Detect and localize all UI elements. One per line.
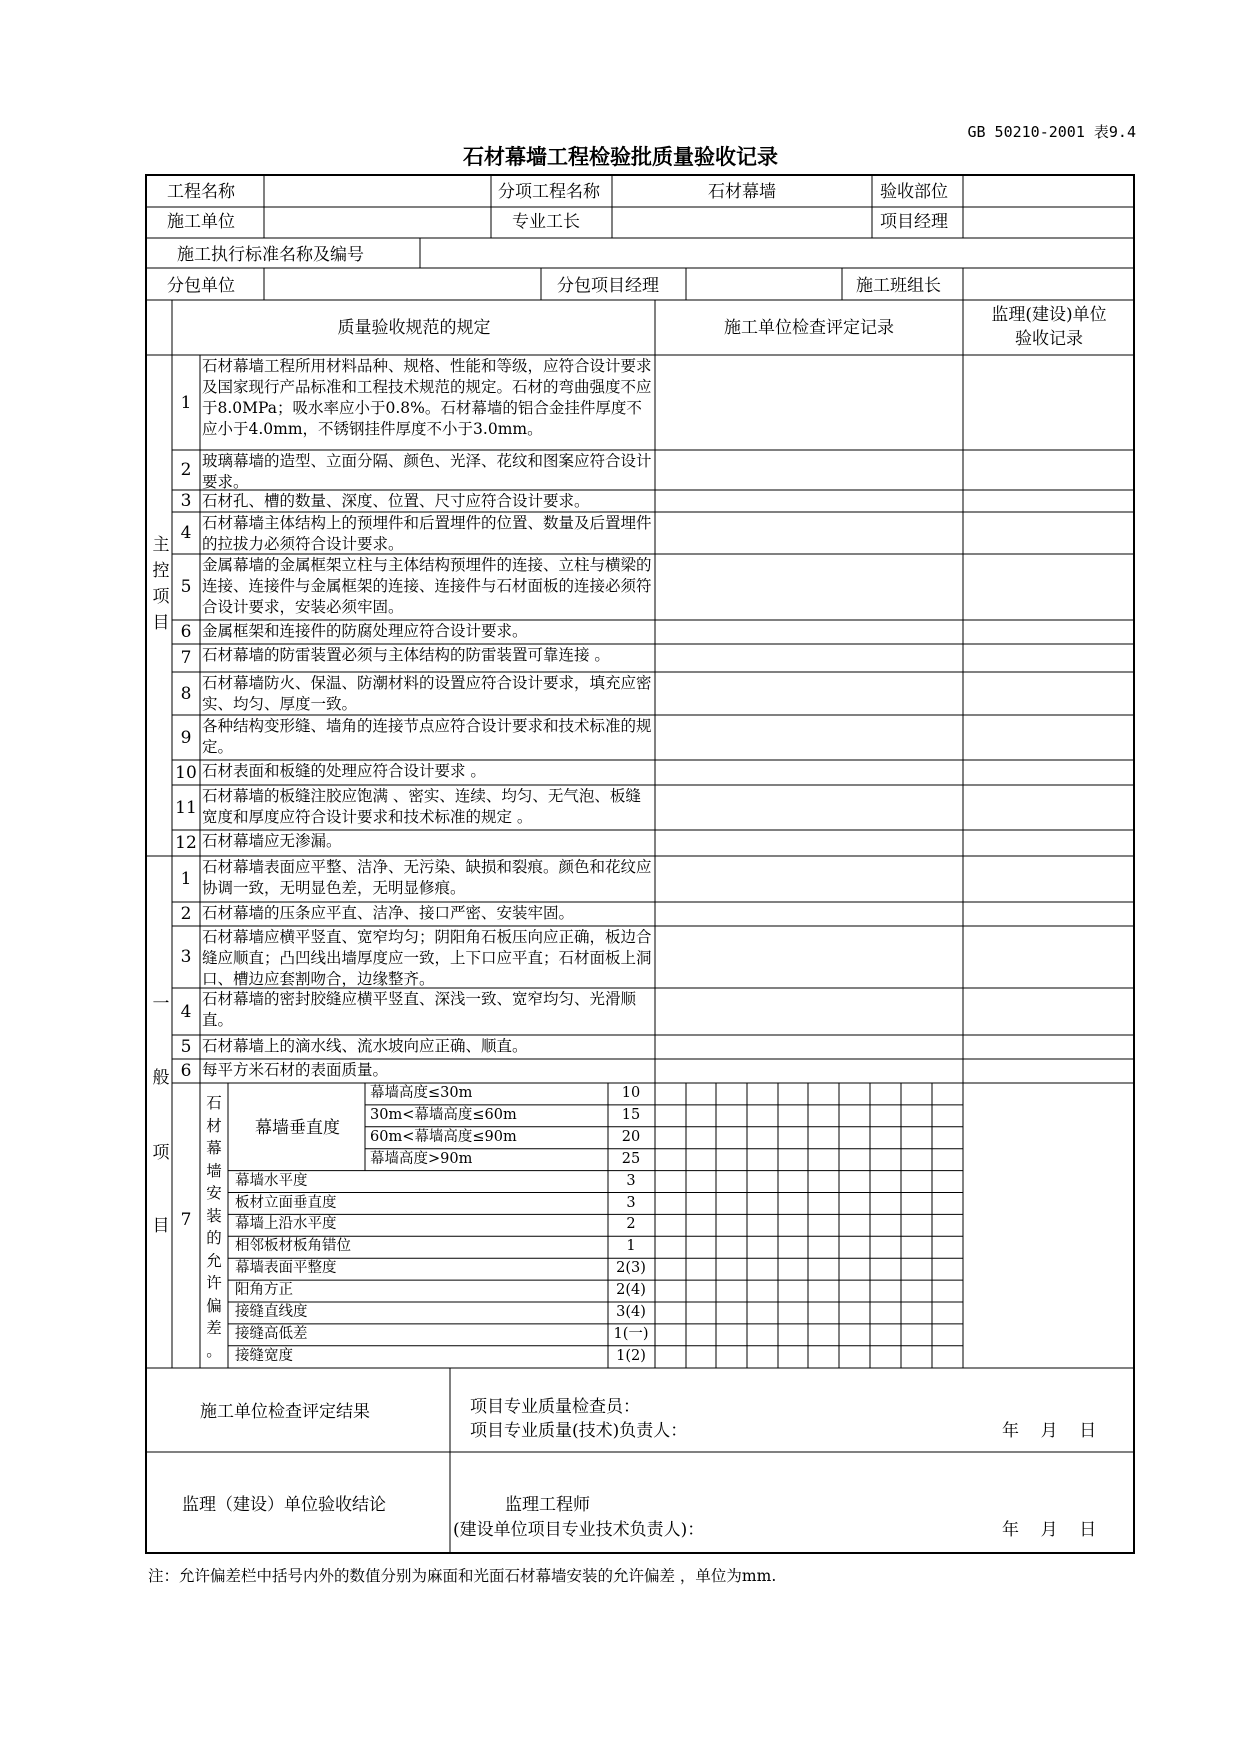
general-item-text: 石材幕墙上的滴水线、流水坡向应正确、顺直。 bbox=[202, 1037, 528, 1055]
main-item-text: 各种结构变形缝、墙角的连接节点应符合设计要求和技术标准的规定。 bbox=[202, 717, 652, 756]
main-item-text: 石材幕墙工程所用材料品种、规格、性能和等级，应符合设计要求及国家现行产品标准和工程技术规范的规定。石材的弯曲强度不应于8.0MPa；吸水率应小于0.8%。石材幕墙的铝合金挂件厚度不应小于4.0mm，不锈钢挂件厚度不小于3.0mm。 bbox=[202, 357, 652, 438]
vertical-deviation-value: 25 bbox=[621, 1150, 641, 1167]
deviation-value: 3 bbox=[626, 1194, 636, 1211]
deviation-value: 3(4) bbox=[616, 1304, 646, 1320]
general-item-no: 3 bbox=[180, 947, 192, 967]
contractor-label: 施工单位 bbox=[167, 212, 235, 232]
deviation-label-char: 幕 bbox=[206, 1139, 222, 1157]
pm-label: 项目经理 bbox=[880, 212, 948, 232]
general-items-label-char: 目 bbox=[152, 1216, 170, 1236]
deviation-value: 1 bbox=[626, 1238, 636, 1255]
vertical-deviation-value: 10 bbox=[621, 1085, 641, 1101]
general-item-no: 4 bbox=[180, 1001, 192, 1022]
general-item-text: 石材幕墙的密封胶缝应横平竖直、深浅一致、宽窄均匀、光滑顺直。 bbox=[202, 990, 637, 1029]
standard-label: 施工执行标准名称及编号 bbox=[177, 245, 364, 265]
deviation-name: 接缝直线度 bbox=[235, 1304, 308, 1320]
deviation-item-no: 7 bbox=[180, 1210, 192, 1230]
spec-column-header: 质量验收规范的规定 bbox=[337, 318, 491, 338]
foreman-label: 专业工长 bbox=[512, 212, 580, 232]
vertical-deviation-name: 幕墙高度≤30m bbox=[370, 1085, 473, 1101]
deviation-label-char: 许 bbox=[206, 1274, 222, 1292]
deviation-label-char: 。 bbox=[206, 1341, 222, 1360]
deviation-value: 2 bbox=[626, 1216, 636, 1233]
deviation-name: 相邻板材板角错位 bbox=[235, 1238, 351, 1255]
deviation-label-char: 装 bbox=[206, 1206, 222, 1225]
tech-leader-label: 项目专业质量(技术)负责人： bbox=[470, 1421, 688, 1441]
deviation-name: 幕墙水平度 bbox=[235, 1172, 308, 1189]
owner-tech-label: (建设单位项目专业技术负责人)： bbox=[453, 1520, 705, 1540]
deviation-name: 幕墙表面平整度 bbox=[235, 1260, 337, 1277]
deviation-value: 2(3) bbox=[616, 1260, 646, 1277]
general-item-text: 石材幕墙表面应平整、洁净、无污染、缺损和裂痕。颜色和花纹应协调一致，无明显色差，无明显修痕。 bbox=[202, 858, 652, 897]
deviation-label-char: 材 bbox=[206, 1116, 222, 1135]
vertical-deviation-value: 15 bbox=[621, 1106, 641, 1123]
supervisor-conclusion-label: 监理（建设）单位验收结论 bbox=[182, 1495, 386, 1515]
standard-code: GB 50210-2001 表9.4 bbox=[967, 123, 1136, 141]
sub-project-value: 石材幕墙 bbox=[708, 182, 776, 202]
deviation-value: 2(4) bbox=[616, 1282, 646, 1299]
main-item-no: 12 bbox=[175, 833, 197, 853]
main-item-no: 2 bbox=[180, 460, 192, 480]
acceptance-part-label: 验收部位 bbox=[880, 182, 948, 202]
general-items-label-char: 项 bbox=[152, 1143, 170, 1163]
deviation-name: 接缝高低差 bbox=[235, 1325, 308, 1342]
deviation-name: 板材立面垂直度 bbox=[235, 1194, 337, 1211]
main-item-no: 11 bbox=[175, 797, 197, 818]
general-item-text: 石材幕墙应横平竖直、宽窄均匀；阴阳角石板压向应正确，板边合缝应顺直；凸凹线出墙厚度应一致，上下口应平直；石材面板上洞口、槽边应套割吻合，边缘整齐。 bbox=[202, 928, 652, 987]
sub-project-label: 分项工程名称 bbox=[498, 182, 600, 202]
general-items-label-char: 一 bbox=[152, 994, 170, 1014]
main-item-no: 8 bbox=[180, 683, 192, 704]
main-item-text: 金属幕墙的金属框架立柱与主体结构预埋件的连接、立柱与横梁的连接、连接件与金属框架的连接、连接件与石材面板的连接必须符合设计要求，安装必须牢固。 bbox=[202, 556, 652, 616]
main-item-text: 石材幕墙应无渗漏。 bbox=[202, 832, 342, 850]
main-item-no: 4 bbox=[180, 523, 192, 543]
deviation-value: 3 bbox=[626, 1172, 636, 1189]
general-item-no: 1 bbox=[180, 869, 192, 889]
main-item-no: 7 bbox=[180, 648, 192, 668]
subcontractor-label: 分包单位 bbox=[167, 276, 235, 296]
vertical-deviation-name: 幕墙高度>90m bbox=[370, 1150, 473, 1167]
deviation-label-char: 允 bbox=[206, 1251, 222, 1270]
general-item-text: 石材幕墙的压条应平直、洁净、接口严密、安装牢固。 bbox=[202, 904, 575, 922]
deviation-name: 接缝宽度 bbox=[235, 1347, 293, 1364]
sub-pm-label: 分包项目经理 bbox=[557, 276, 659, 296]
date-contractor: 年 月 日 bbox=[1002, 1421, 1097, 1441]
general-items-label-char: 般 bbox=[152, 1068, 170, 1088]
vertical-deviation-name: 30m<幕墙高度≤60m bbox=[370, 1106, 517, 1123]
main-item-text: 石材幕墙的板缝注胶应饱满 、密实、连续、均匀、无气泡、板缝宽度和厚度应符合设计要求和技术标准的规定 。 bbox=[202, 787, 641, 826]
main-item-no: 5 bbox=[180, 577, 192, 597]
main-item-no: 6 bbox=[180, 622, 192, 642]
main-item-no: 10 bbox=[175, 762, 197, 783]
main-item-text: 石材幕墙主体结构上的预埋件和后置埋件的位置、数量及后置埋件的拉拔力必须符合设计要求。 bbox=[202, 514, 652, 553]
main-item-text: 金属框架和连接件的防腐处理应符合设计要求。 bbox=[202, 622, 528, 640]
main-item-text: 石材幕墙的防雷装置必须与主体结构的防雷装置可靠连接 。 bbox=[202, 646, 610, 664]
main-item-text: 玻璃幕墙的造型、立面分隔、颜色、光泽、花纹和图案应符合设计要求。 bbox=[202, 452, 652, 489]
deviation-label-char: 安 bbox=[206, 1184, 222, 1202]
general-item-no: 5 bbox=[180, 1037, 192, 1057]
deviation-label-char: 墙 bbox=[206, 1161, 222, 1180]
engineer-label: 监理工程师 bbox=[505, 1495, 590, 1515]
general-item-text: 每平方米石材的表面质量。 bbox=[202, 1061, 389, 1079]
vertical-deviation-value: 20 bbox=[621, 1128, 641, 1145]
general-item-no: 6 bbox=[180, 1061, 192, 1081]
main-item-text: 石材孔、槽的数量、深度、位置、尺寸应符合设计要求。 bbox=[202, 492, 590, 510]
main-items-label-char: 控 bbox=[152, 561, 170, 581]
inspector-label: 项目专业质量检查员： bbox=[470, 1397, 640, 1417]
deviation-name: 幕墙上沿水平度 bbox=[235, 1216, 337, 1233]
vertical-deviation-label: 幕墙垂直度 bbox=[255, 1118, 340, 1138]
page-title: 石材幕墙工程检验批质量验收记录 bbox=[463, 145, 778, 169]
contractor-record-header: 施工单位检查评定记录 bbox=[724, 318, 894, 338]
main-item-no: 9 bbox=[180, 727, 192, 748]
footnote: 注：允许偏差栏中括号内外的数值分别为麻面和光面石材幕墙安装的允许偏差 ，单位为mm. bbox=[148, 1567, 777, 1585]
deviation-value: 1(一) bbox=[613, 1325, 649, 1342]
main-item-text: 石材幕墙防火、保温、防潮材料的设置应符合设计要求，填充应密实、均匀、厚度一致。 bbox=[202, 674, 652, 713]
deviation-label-char: 石 bbox=[206, 1094, 222, 1112]
date-supervisor: 年 月 日 bbox=[1002, 1520, 1097, 1540]
main-items-label-char: 项 bbox=[152, 587, 170, 607]
contractor-result-label: 施工单位检查评定结果 bbox=[200, 1402, 370, 1422]
team-leader-label: 施工班组长 bbox=[856, 276, 941, 296]
main-item-no: 3 bbox=[180, 491, 192, 511]
general-item-no: 2 bbox=[180, 904, 192, 924]
main-items-label-char: 主 bbox=[152, 535, 170, 555]
deviation-name: 阳角方正 bbox=[235, 1282, 293, 1299]
vertical-deviation-name: 60m<幕墙高度≤90m bbox=[370, 1128, 517, 1145]
deviation-label-char: 差 bbox=[206, 1319, 222, 1337]
deviation-label-char: 偏 bbox=[206, 1296, 222, 1315]
deviation-label-char: 的 bbox=[206, 1229, 222, 1247]
main-items-label-char: 目 bbox=[152, 613, 170, 633]
deviation-value: 1(2) bbox=[616, 1347, 646, 1364]
supervisor-record-header-2: 验收记录 bbox=[1015, 329, 1083, 349]
main-item-text: 石材表面和板缝的处理应符合设计要求 。 bbox=[202, 762, 486, 780]
main-item-no: 1 bbox=[180, 392, 192, 413]
project-name-label: 工程名称 bbox=[167, 182, 235, 202]
supervisor-record-header-1: 监理(建设)单位 bbox=[991, 305, 1107, 325]
